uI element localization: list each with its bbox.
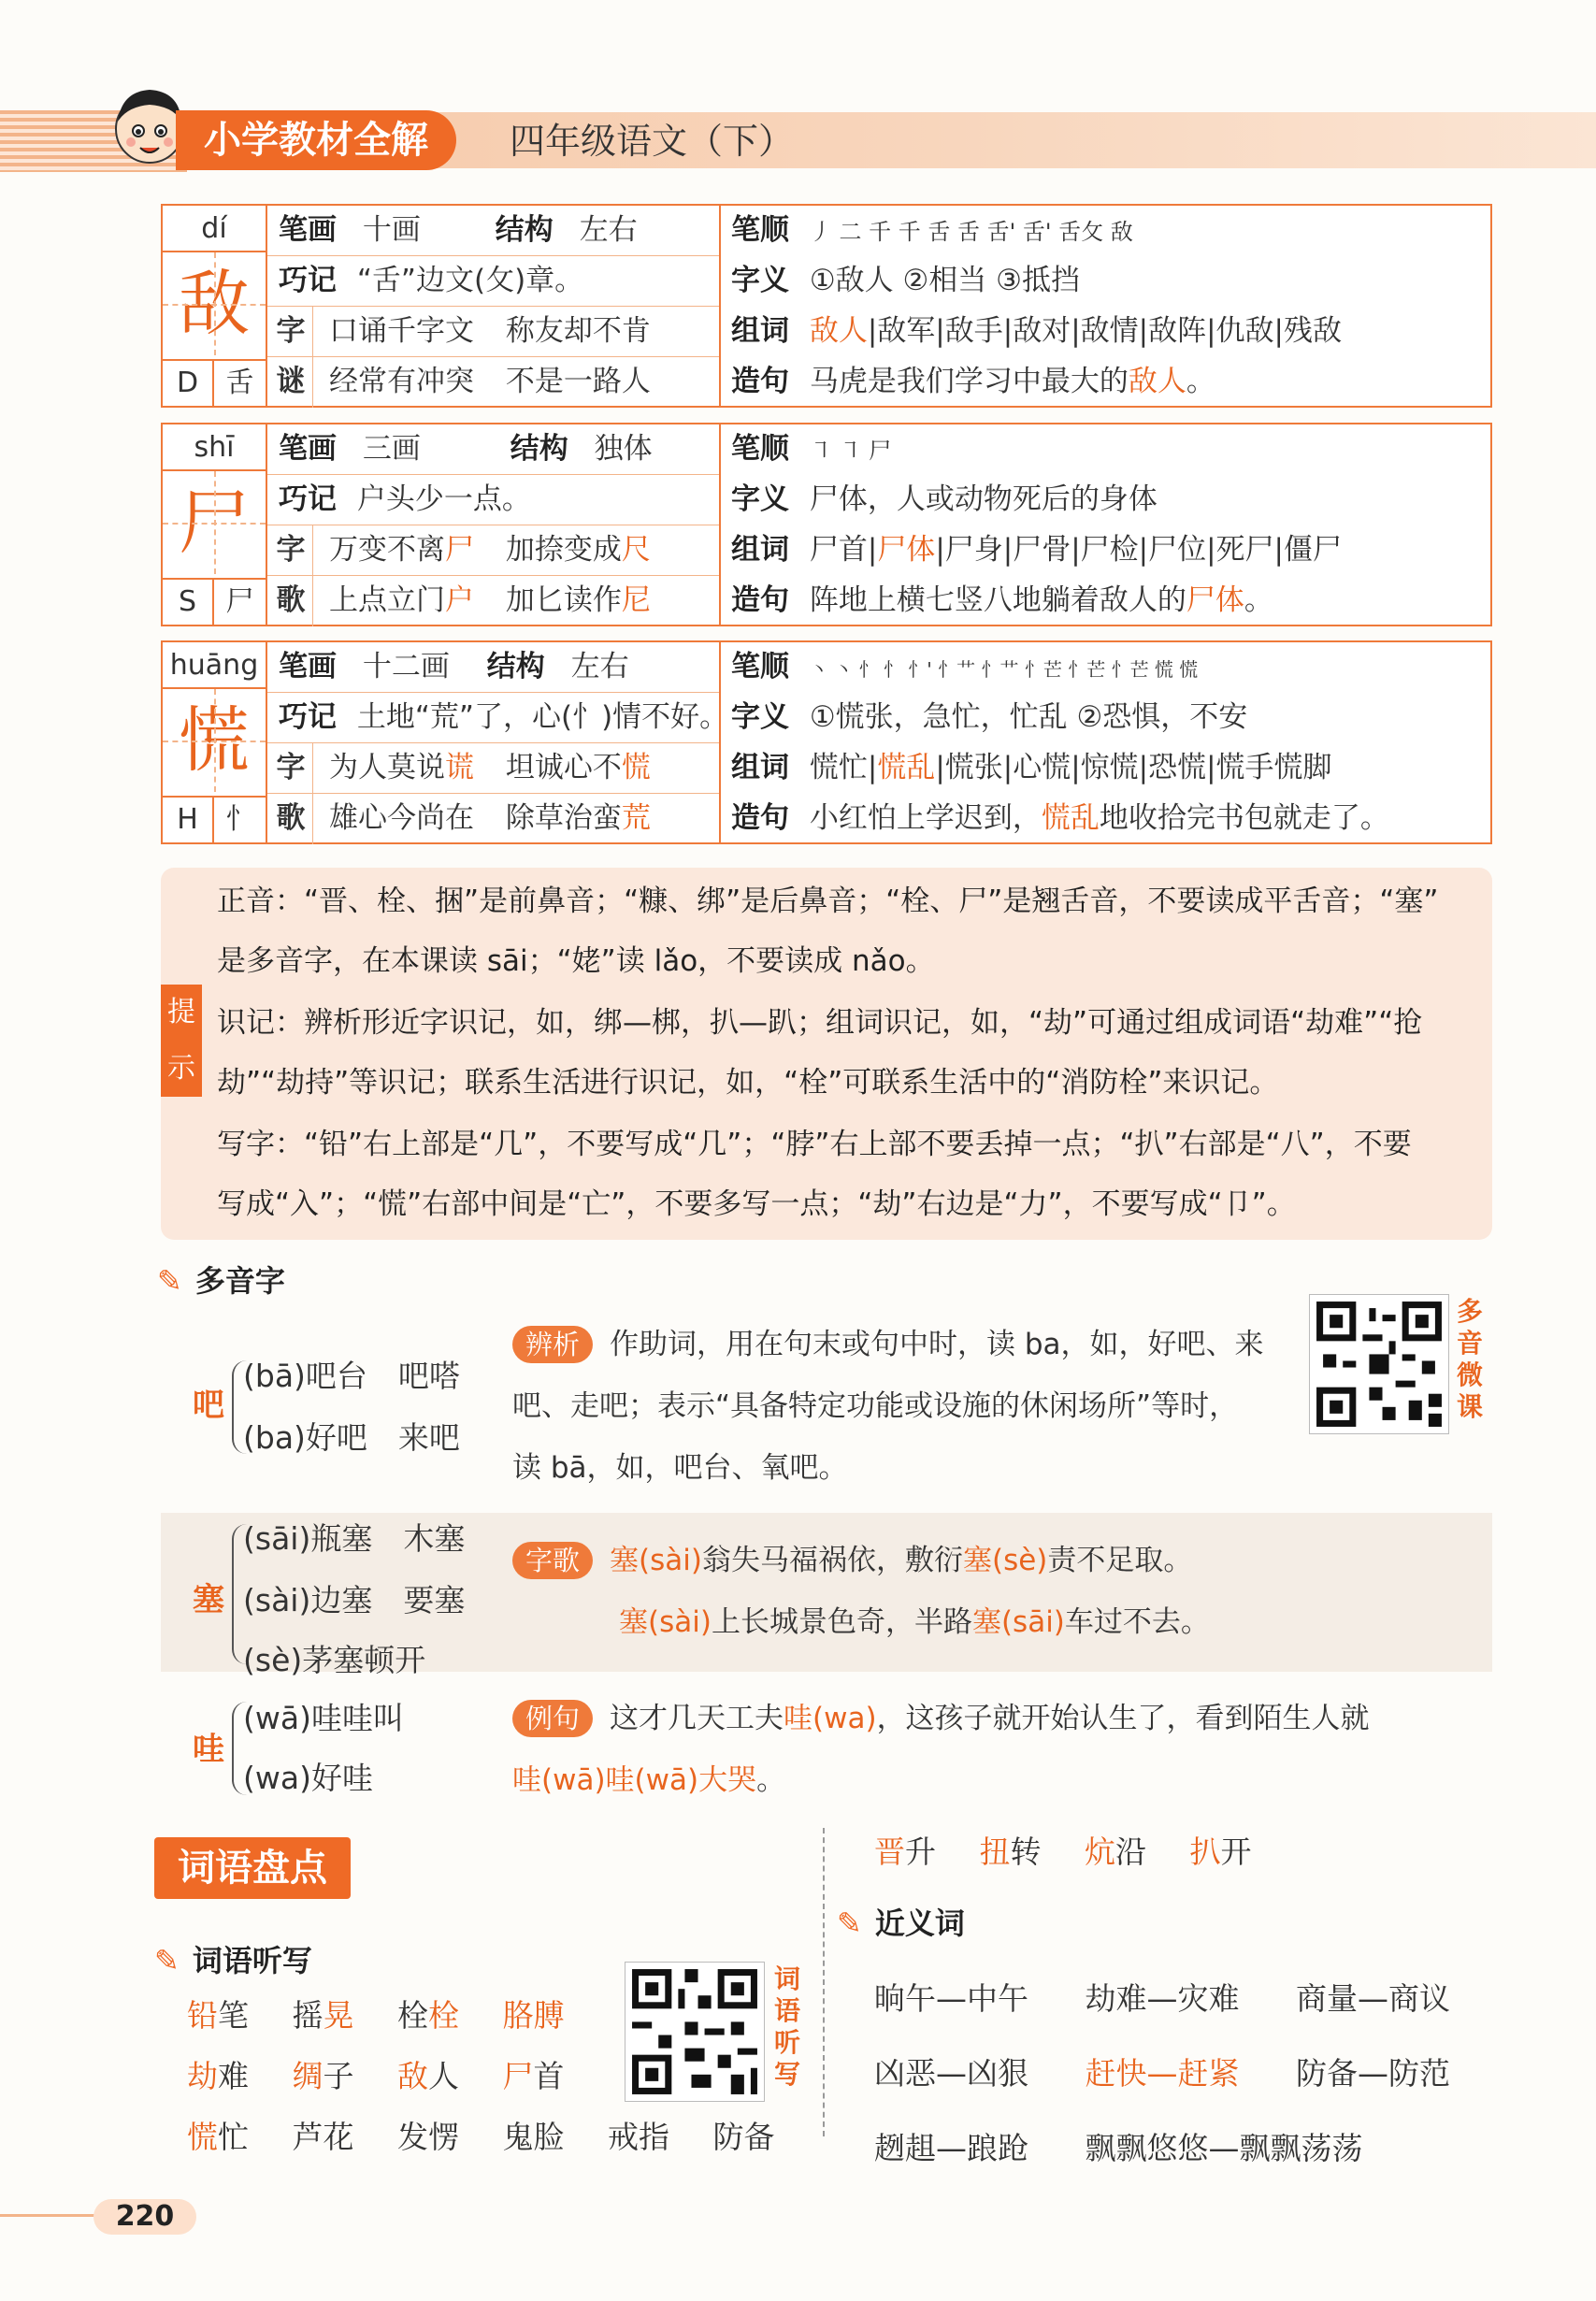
label: 巧记 bbox=[279, 482, 337, 516]
riddle-text: 经常有冲突 bbox=[329, 365, 474, 398]
word: 绸子 bbox=[292, 2058, 354, 2094]
sentence: 地收拾完书包就走了。 bbox=[1099, 801, 1389, 835]
char-card-shi bbox=[161, 423, 1492, 626]
words-row bbox=[731, 743, 1332, 793]
highlight-char: 尼 bbox=[621, 583, 651, 617]
tip-line: 是多音字，在本课读 sāi；“姥”读 lǎo，不要读成 nǎo。 bbox=[217, 944, 935, 978]
sentence: 马虎是我们学习中最大的 bbox=[809, 365, 1129, 398]
tip-line: 识记：辨析形近字识记，如，绑—梆，扒—趴；组词识记，如，“劫”可通过组成词语“劫难”“抢 bbox=[217, 1006, 1423, 1040]
example-text bbox=[512, 1688, 1485, 1811]
index-letter: S bbox=[163, 580, 214, 625]
structure: 左右 bbox=[579, 213, 638, 247]
highlight-word: 尸体 bbox=[877, 533, 936, 567]
highlight: 塞(sè) bbox=[962, 1544, 1048, 1577]
words: 慌忙| bbox=[809, 751, 878, 784]
meaning: 尸体，人或动物死后的身体 bbox=[809, 482, 1157, 516]
words-row bbox=[731, 525, 1342, 575]
riddle-label: 歌 bbox=[276, 801, 306, 835]
stroke-order: 丿 二 千 千 舌 舌 舌' 舌' 舌攵 敌 bbox=[809, 219, 1133, 245]
section-title: 近义词 bbox=[874, 1906, 965, 1941]
polyphonic-title bbox=[157, 1258, 285, 1301]
label: 结构 bbox=[495, 213, 554, 247]
example-tag: 例句 bbox=[512, 1700, 593, 1737]
riddle-text: 除草治蛮 bbox=[505, 801, 622, 835]
highlight: 塞(sài) bbox=[610, 1544, 702, 1577]
index-cell bbox=[163, 359, 266, 406]
divider bbox=[312, 742, 313, 844]
word: 炕沿 bbox=[1085, 1834, 1146, 1870]
radical: 舌 bbox=[225, 367, 254, 399]
tip-line: 正音：“晋、栓、捆”是前鼻音；“糠、绑”是后鼻音；“栓、尸”是翘舌音，不要读成平舌音；“塞” bbox=[217, 884, 1439, 918]
label: 字义 bbox=[731, 482, 789, 516]
riddle-label: 字 bbox=[276, 751, 306, 784]
synonym-pair: 赶快—赶紧 bbox=[1085, 2055, 1240, 2092]
meaning-row bbox=[731, 256, 1080, 306]
synonym-pair: 晌午—中午 bbox=[874, 1980, 1028, 2017]
word-row bbox=[187, 2052, 598, 2096]
structure: 独体 bbox=[594, 432, 653, 466]
strokes: 十画 bbox=[362, 213, 421, 247]
riddle-line bbox=[329, 743, 651, 793]
riddle-text: 加匕读作 bbox=[505, 583, 622, 617]
pen-icon: ✎ bbox=[154, 1943, 180, 1978]
word-row bbox=[187, 2113, 809, 2157]
tips-tag: 提示 bbox=[161, 985, 202, 1097]
riddle-text: 加捺变成 bbox=[505, 533, 622, 567]
words: |尸身|尸骨|尸检|尸位|死尸|僵尸 bbox=[935, 533, 1342, 567]
divider bbox=[312, 306, 313, 408]
index-letter: H bbox=[163, 798, 214, 842]
index-cell bbox=[163, 796, 266, 842]
label: 巧记 bbox=[279, 264, 337, 297]
tip-line: 劫”“劫持”等识记；联系生活进行识记，如，“栓”可联系生活中的“消防栓”来识记。 bbox=[217, 1066, 1279, 1100]
sentence-row bbox=[731, 576, 1273, 626]
meaning: ①敌人 ②相当 ③抵挡 bbox=[809, 264, 1080, 297]
word: 摇晃 bbox=[292, 1997, 354, 2034]
label: 笔画 bbox=[279, 213, 337, 247]
pinyin: dí bbox=[163, 206, 266, 252]
song-text: 上长城景色奇，半路 bbox=[711, 1605, 972, 1639]
label: 笔画 bbox=[279, 650, 337, 683]
synonym-pair: 防备—防范 bbox=[1296, 2055, 1450, 2092]
synonym-pair: 商量—商议 bbox=[1296, 1980, 1450, 2017]
riddle-text: 万变不离 bbox=[329, 533, 445, 567]
reading-line: (sāi)瓶塞 木塞 bbox=[243, 1520, 466, 1557]
strokes-row bbox=[279, 206, 638, 255]
highlight: 塞(sài) bbox=[619, 1605, 712, 1639]
label: 字义 bbox=[731, 700, 789, 734]
highlight: 塞(sāi) bbox=[971, 1605, 1065, 1639]
divider bbox=[823, 1828, 825, 2136]
word: 发愣 bbox=[397, 2119, 459, 2155]
word: 胳膊 bbox=[502, 1997, 565, 2034]
divider bbox=[719, 642, 721, 842]
order-row bbox=[731, 424, 891, 474]
section-title: 词语听写 bbox=[192, 1943, 312, 1978]
riddle-label: 字 bbox=[276, 533, 306, 567]
qr-code-icon bbox=[625, 1962, 765, 2102]
section-title-words: 词语盘点 bbox=[154, 1837, 351, 1899]
highlight-char: 谎 bbox=[445, 751, 474, 784]
order-row bbox=[731, 642, 1198, 692]
word: 鬼脸 bbox=[502, 2119, 565, 2155]
word: 慌忙 bbox=[187, 2119, 249, 2155]
pinyin: huāng bbox=[163, 642, 266, 689]
meaning: ①慌张，急忙，忙乱 ②恐惧，不安 bbox=[809, 700, 1248, 734]
highlight-word: 敌人 bbox=[809, 314, 868, 348]
riddle-text: 为人莫说 bbox=[329, 751, 445, 784]
word: 芦花 bbox=[292, 2119, 354, 2155]
synonym-pair: 飘飘悠悠—飘飘荡荡 bbox=[1085, 2130, 1363, 2166]
riddle-label: 歌 bbox=[276, 583, 306, 617]
riddle-line bbox=[329, 307, 651, 356]
label: 造句 bbox=[731, 801, 789, 835]
word: 扒开 bbox=[1189, 1834, 1252, 1870]
word: 扭转 bbox=[979, 1834, 1042, 1870]
char-cell bbox=[163, 642, 267, 842]
divider bbox=[312, 525, 313, 626]
label: 造句 bbox=[731, 583, 789, 617]
analysis-line: 吧、走吧；表示“具备特定功能或设施的休闲场所”等时， bbox=[512, 1389, 1239, 1423]
label: 字义 bbox=[731, 264, 789, 297]
sentence: 。 bbox=[1186, 365, 1215, 398]
word: 戒指 bbox=[608, 2119, 669, 2155]
riddle-text: 口诵千字文 bbox=[329, 314, 474, 348]
meaning-row bbox=[731, 475, 1157, 525]
riddle-text: 雄心今尚在 bbox=[329, 801, 474, 835]
word: 晋升 bbox=[874, 1834, 936, 1870]
sentence: 。 bbox=[1244, 583, 1273, 617]
qr-code-icon bbox=[1309, 1294, 1449, 1434]
order-row bbox=[731, 206, 1133, 255]
reading-line: (wa)好哇 bbox=[243, 1760, 373, 1796]
radical: 尸 bbox=[225, 585, 254, 618]
stroke-order: ㇕ ㇕ 尸 bbox=[809, 438, 892, 464]
reading-line: (bā)吧台 吧嗒 bbox=[243, 1358, 460, 1394]
song-tag: 字歌 bbox=[512, 1542, 593, 1579]
big-char: 慌 bbox=[163, 689, 266, 792]
poly-char: 吧 bbox=[193, 1387, 224, 1424]
example-line: ，这孩子就开始认生了，看到陌生人就 bbox=[876, 1702, 1370, 1735]
char-cell bbox=[163, 206, 267, 406]
index-letter: D bbox=[163, 361, 214, 406]
label: 笔顺 bbox=[731, 650, 789, 683]
big-char: 尸 bbox=[163, 471, 266, 574]
highlight: 哇(wa) bbox=[784, 1702, 877, 1735]
analysis-tag: 辨析 bbox=[512, 1326, 593, 1363]
synonym-pair: 劫难—灾难 bbox=[1085, 1980, 1240, 2017]
sentence-row bbox=[731, 794, 1389, 843]
song-text: 车过不去。 bbox=[1064, 1605, 1210, 1639]
synonym-pair: 凶恶—凶狠 bbox=[874, 2055, 1028, 2092]
label: 巧记 bbox=[279, 700, 337, 734]
word: 尸首 bbox=[502, 2058, 565, 2094]
synonym-row bbox=[874, 2049, 1484, 2093]
pen-icon: ✎ bbox=[837, 1906, 862, 1941]
synonym-row bbox=[874, 2124, 1397, 2168]
highlight-word: 慌乱 bbox=[1041, 801, 1100, 835]
label: 组词 bbox=[731, 533, 789, 567]
index-cell bbox=[163, 578, 266, 625]
label: 结构 bbox=[510, 432, 568, 466]
meaning-row bbox=[731, 693, 1247, 742]
riddle-line bbox=[329, 525, 651, 575]
tip-row bbox=[279, 693, 728, 742]
example-line: 这才几天工夫 bbox=[610, 1702, 784, 1735]
char-cell bbox=[163, 424, 267, 625]
footer-line bbox=[0, 2214, 103, 2217]
highlight: 哇(wā)哇(wā)大哭 bbox=[512, 1763, 757, 1797]
word: 栓栓 bbox=[397, 1997, 459, 2034]
riddle-label: 谜 bbox=[276, 365, 306, 398]
words: |慌张|心慌|惊慌|恐慌|慌手慌脚 bbox=[935, 751, 1332, 784]
song-text bbox=[512, 1530, 1354, 1653]
reading-line: (ba)好吧 来吧 bbox=[243, 1419, 460, 1456]
riddle-text: 不是一路人 bbox=[505, 365, 651, 398]
section-title: 多音字 bbox=[194, 1263, 285, 1299]
tip: 土地“荒”了，心(忄)情不好。 bbox=[356, 700, 729, 734]
words: 尸首| bbox=[809, 533, 878, 567]
label: 造句 bbox=[731, 365, 789, 398]
reading-line: (sè)茅塞顿开 bbox=[243, 1642, 426, 1678]
word-row bbox=[874, 1828, 1286, 1872]
highlight-char: 荒 bbox=[621, 801, 651, 835]
tip: “舌”边文(攵)章。 bbox=[356, 264, 584, 297]
riddle-line bbox=[329, 794, 651, 843]
synonyms-title bbox=[837, 1900, 965, 1943]
analysis-line: 读 bā，如，吧台、氧吧。 bbox=[512, 1451, 848, 1485]
dictation-title bbox=[154, 1937, 312, 1980]
reading-line: (sài)边塞 要塞 bbox=[243, 1582, 466, 1618]
sentence: 阵地上横七竖八地躺着敌人的 bbox=[809, 583, 1186, 617]
highlight-char: 尸 bbox=[445, 533, 474, 567]
big-char: 敌 bbox=[163, 252, 266, 355]
tip: 户头少一点。 bbox=[356, 482, 531, 516]
tips-box bbox=[161, 868, 1492, 1240]
strokes: 十二画 bbox=[362, 650, 450, 683]
synonym-row bbox=[874, 1975, 1484, 2019]
riddle-text: 上点立门 bbox=[329, 583, 445, 617]
label: 组词 bbox=[731, 314, 789, 348]
words: |敌军|敌手|敌对|敌情|敌阵|仇敌|残敌 bbox=[867, 314, 1342, 348]
poly-char: 哇 bbox=[193, 1731, 224, 1768]
riddle-text: 坦诚心不 bbox=[505, 751, 622, 784]
strokes: 三画 bbox=[362, 432, 421, 466]
label: 组词 bbox=[731, 751, 789, 784]
divider bbox=[719, 424, 721, 625]
label: 笔顺 bbox=[731, 432, 789, 466]
book-title: 小学教材全解 bbox=[176, 110, 456, 170]
analysis-line: 作助词，用在句末或句中时，读 ba，如，好吧、来 bbox=[610, 1328, 1264, 1361]
strokes-row bbox=[279, 424, 653, 474]
poly-char: 塞 bbox=[193, 1581, 224, 1618]
reading-line: (wā)哇哇叫 bbox=[243, 1700, 404, 1736]
page-number: 220 bbox=[93, 2199, 196, 2235]
word: 敌人 bbox=[397, 2058, 459, 2094]
char-card-huang bbox=[161, 640, 1492, 844]
char-card-di bbox=[161, 204, 1492, 408]
pen-icon: ✎ bbox=[157, 1263, 182, 1299]
strokes-row bbox=[279, 642, 629, 692]
word: 铅笔 bbox=[187, 1997, 249, 2034]
radical: 忄 bbox=[225, 803, 254, 836]
highlight-word: 慌乱 bbox=[877, 751, 936, 784]
riddle-line bbox=[329, 357, 651, 407]
label: 笔顺 bbox=[731, 213, 789, 247]
divider bbox=[719, 206, 721, 406]
qr-label: 多音微课 bbox=[1456, 1296, 1483, 1422]
highlight-char: 户 bbox=[445, 583, 474, 617]
tip-line: 写字：“铅”右上部是“几”，不要写成“几”；“脖”右上部不要丢掉一点；“扒”右部是“八”，不要 bbox=[217, 1128, 1412, 1161]
example-line: 。 bbox=[756, 1763, 786, 1797]
word: 防备 bbox=[712, 2119, 775, 2155]
label: 笔画 bbox=[279, 432, 337, 466]
label: 结构 bbox=[486, 650, 545, 683]
words-row bbox=[731, 307, 1342, 356]
riddle-label: 字 bbox=[276, 314, 306, 348]
riddle-text: 称友却不肯 bbox=[505, 314, 651, 348]
tip-line: 写成“入”；“慌”右部中间是“亡”，不要多写一点；“劫”右边是“力”，不要写成“卩”。 bbox=[217, 1187, 1296, 1221]
structure: 左右 bbox=[570, 650, 629, 683]
sentence-row bbox=[731, 357, 1215, 407]
highlight-char: 尺 bbox=[621, 533, 651, 567]
word: 劫难 bbox=[187, 2058, 249, 2094]
subject-title: 四年级语文（下） bbox=[510, 121, 795, 162]
tip-row bbox=[279, 256, 583, 306]
analysis-text bbox=[512, 1314, 1298, 1499]
riddle-line bbox=[329, 576, 651, 626]
pinyin: shī bbox=[163, 424, 266, 471]
song-text: 责不足取。 bbox=[1047, 1544, 1193, 1577]
song-text: 翁失马福祸依，敷衍 bbox=[701, 1544, 963, 1577]
highlight-word: 尸体 bbox=[1186, 583, 1244, 617]
qr-label: 词语听写 bbox=[773, 1963, 800, 2090]
highlight-word: 敌人 bbox=[1128, 365, 1186, 398]
stroke-order: 丶 丶 忄 忄 忄' 忄艹 忄艹 忄芒 忄芒 忄芒 慌 慌 bbox=[809, 658, 1199, 681]
tip-row bbox=[279, 475, 531, 525]
highlight-char: 慌 bbox=[621, 751, 651, 784]
sentence: 小红怕上学迟到， bbox=[809, 801, 1042, 835]
synonym-pair: 趔趄—踉跄 bbox=[874, 2130, 1028, 2166]
word-row bbox=[187, 1992, 598, 2035]
